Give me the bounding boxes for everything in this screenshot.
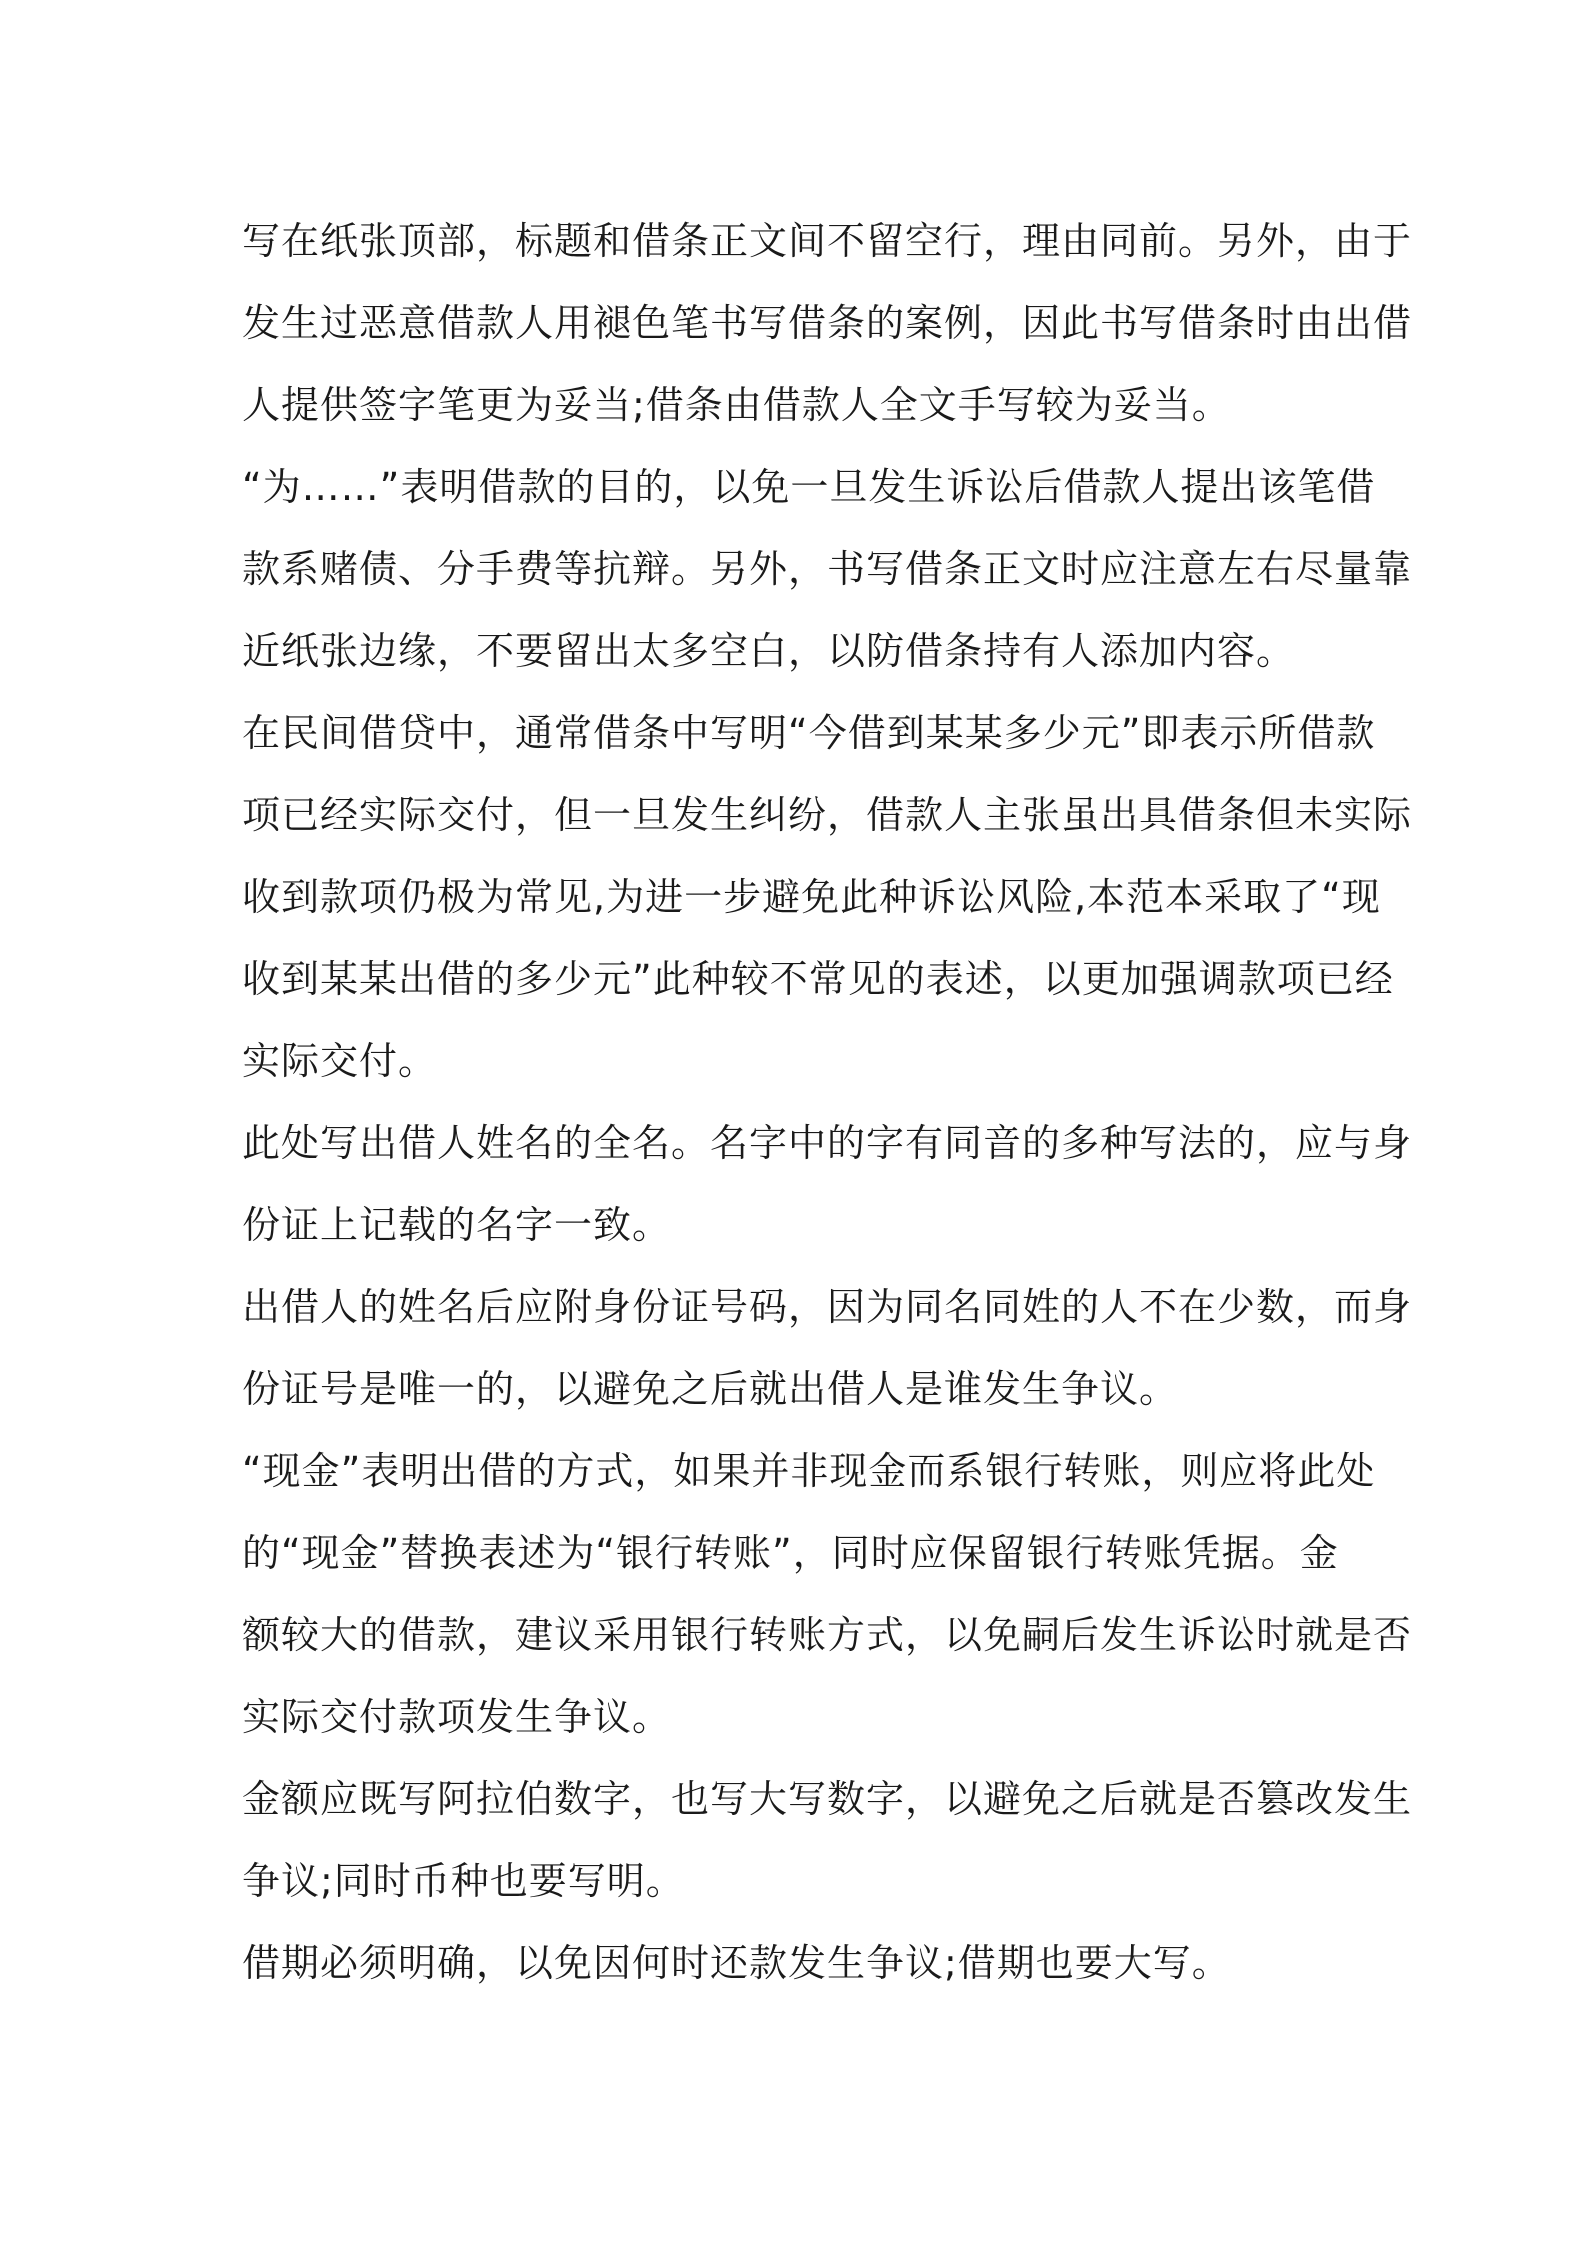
text-line: 写在纸张顶部，标题和借条正文间不留空行，理由同前。另外，由于 bbox=[242, 219, 1413, 263]
paragraph-loan-purpose bbox=[242, 446, 1413, 692]
text-line: 款系赌债、分手费等抗辩。另外，书写借条正文时应注意左右尽量靠 bbox=[242, 547, 1413, 591]
text-line: 份证上记载的名字一致。 bbox=[242, 1203, 672, 1247]
text-line: 份证号是唯一的，以避免之后就出借人是谁发生争议。 bbox=[242, 1367, 1179, 1411]
paragraph-payment-method bbox=[242, 1430, 1413, 1758]
text-line: 出借人的姓名后应附身份证号码，因为同名同姓的人不在少数，而身 bbox=[242, 1285, 1413, 1329]
text-line: 的“现金”替换表述为“银行转账”，同时应保留银行转账凭据。金 bbox=[242, 1531, 1339, 1575]
paragraph-title-placement bbox=[242, 200, 1413, 446]
text-line: 争议;同时币种也要写明。 bbox=[242, 1859, 685, 1903]
text-line: “现金”表明出借的方式，如果并非现金而系银行转账，则应将此处 bbox=[242, 1449, 1376, 1493]
text-line: 项已经实际交付，但一旦发生纠纷，借款人主张虽出具借条但未实际 bbox=[242, 793, 1413, 837]
text-line: 在民间借贷中，通常借条中写明“今借到某某多少元”即表示所借款 bbox=[242, 711, 1376, 755]
text-line: 金额应既写阿拉伯数字，也写大写数字，以避免之后就是否篡改发生 bbox=[242, 1777, 1413, 1821]
text-line: 额较大的借款，建议采用银行转账方式，以免嗣后发生诉讼时就是否 bbox=[242, 1613, 1413, 1657]
text-line: 人提供签字笔更为妥当;借条由借款人全文手写较为妥当。 bbox=[242, 383, 1231, 427]
text-line: 收到款项仍极为常见,为进一步避免此种诉讼风险,本范本采取了“现 bbox=[242, 875, 1381, 919]
paragraph-actual-delivery bbox=[242, 692, 1413, 1102]
text-line: 借期必须明确，以免因何时还款发生争议;借期也要大写。 bbox=[242, 1941, 1231, 1985]
text-line: 发生过恶意借款人用褪色笔书写借条的案例，因此书写借条时由出借 bbox=[242, 301, 1413, 345]
paragraph-lender-full-name bbox=[242, 1102, 1413, 1266]
paragraph-loan-term bbox=[242, 1922, 1362, 2004]
text-line: “为……”表明借款的目的，以免一旦发生诉讼后借款人提出该笔借 bbox=[242, 465, 1376, 509]
text-line: 实际交付款项发生争议。 bbox=[242, 1695, 672, 1739]
text-line: 近纸张边缘，不要留出太多空白，以防借条持有人添加内容。 bbox=[242, 629, 1296, 673]
text-line: 收到某某出借的多少元”此种较不常见的表述，以更加强调款项已经 bbox=[242, 957, 1394, 1001]
document-body bbox=[242, 200, 1413, 2004]
text-line: 实际交付。 bbox=[242, 1039, 438, 1083]
paragraph-amount-format bbox=[242, 1758, 1413, 1922]
paragraph-lender-id-number bbox=[242, 1266, 1413, 1430]
text-line: 此处写出借人姓名的全名。名字中的字有同音的多种写法的，应与身 bbox=[242, 1121, 1413, 1165]
